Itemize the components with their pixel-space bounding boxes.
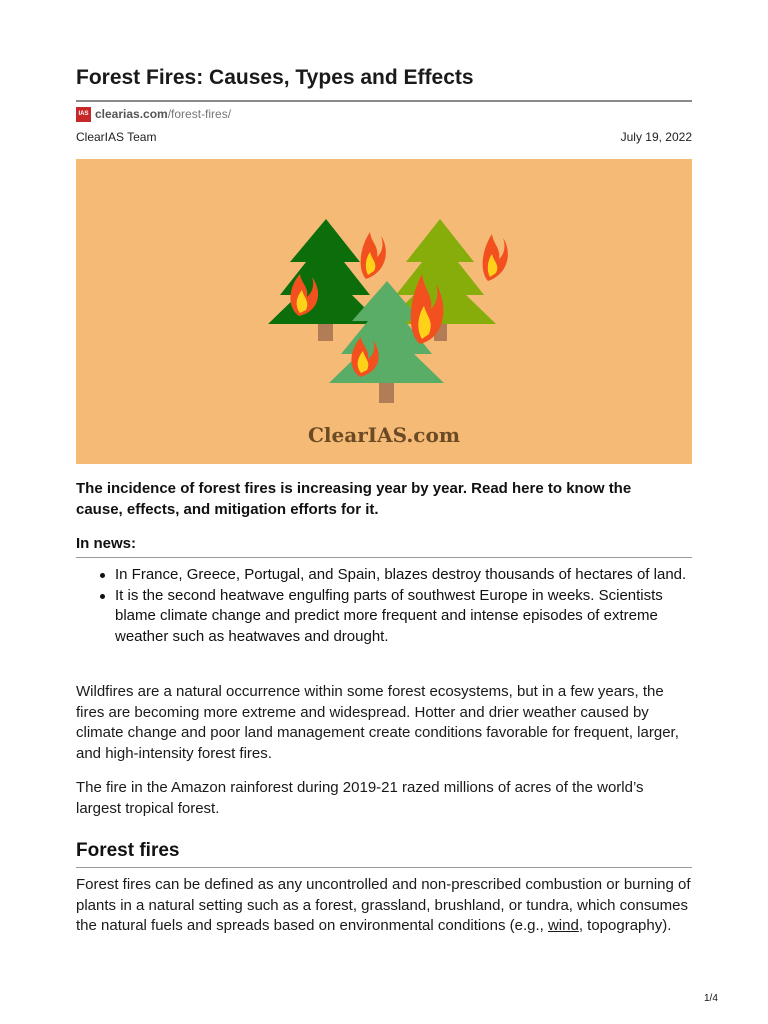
favicon-icon: IAS	[76, 107, 91, 122]
section-text-end: , topography).	[578, 917, 672, 934]
publish-date: July 19, 2022	[620, 130, 692, 144]
news-list	[76, 565, 692, 647]
source-domain[interactable]: clearias.com	[95, 107, 168, 121]
title-divider	[76, 100, 692, 102]
hero-image	[76, 159, 692, 464]
source-path[interactable]: /forest-fires/	[167, 107, 232, 121]
page-title: Forest Fires: Causes, Types and Effects	[76, 66, 474, 89]
page-number: 1/4	[704, 993, 718, 1004]
hero-caption: ClearIAS.com	[308, 423, 460, 447]
news-heading: In news:	[76, 535, 137, 552]
source-line[interactable]	[76, 106, 231, 122]
section-text: Forest fires can be defined as any uncontrolled and non-prescribed combustion or burning of plants in a natural setting such as a forest, grassland, brushland, or tundra, which consumes the natural fuels and spreads based on environmental conditions (e.g.,	[76, 876, 691, 934]
news-divider	[76, 557, 692, 558]
forest-fire-illustration	[76, 159, 692, 464]
body-paragraph: Wildfires are a natural occurrence within some forest ecosystems, but in a few years, the fires are becoming more extreme and widespread. Hotter and drier weather caused by climate change and poor land management create conditions favorable for frequent, larger, and high-intensity forest fires.	[76, 683, 679, 762]
flame-icon	[361, 232, 386, 279]
section-divider	[76, 867, 692, 868]
body-paragraph: The fire in the Amazon rainforest during 2019-21 razed millions of acres of the world’s largest tropical forest.	[76, 779, 644, 817]
flame-icon	[483, 234, 508, 281]
dark-tree-icon	[268, 219, 381, 341]
list-item: It is the second heatwave engulfing parts of southwest Europe in weeks. Scientists blame climate change and predict more frequent and intense episodes of extreme weather such as heatwaves and drought.	[115, 586, 692, 648]
lead-paragraph: The incidence of forest fires is increasing year by year. Read here to know the cause, effects, and mitigation efforts for it.	[76, 480, 632, 518]
section-heading: Forest fires	[76, 840, 180, 861]
wind-link[interactable]: wind	[547, 917, 579, 934]
author: ClearIAS Team	[76, 130, 157, 144]
section-paragraph	[76, 875, 692, 937]
list-item: In France, Greece, Portugal, and Spain, blazes destroy thousands of hectares of land.	[115, 565, 692, 586]
